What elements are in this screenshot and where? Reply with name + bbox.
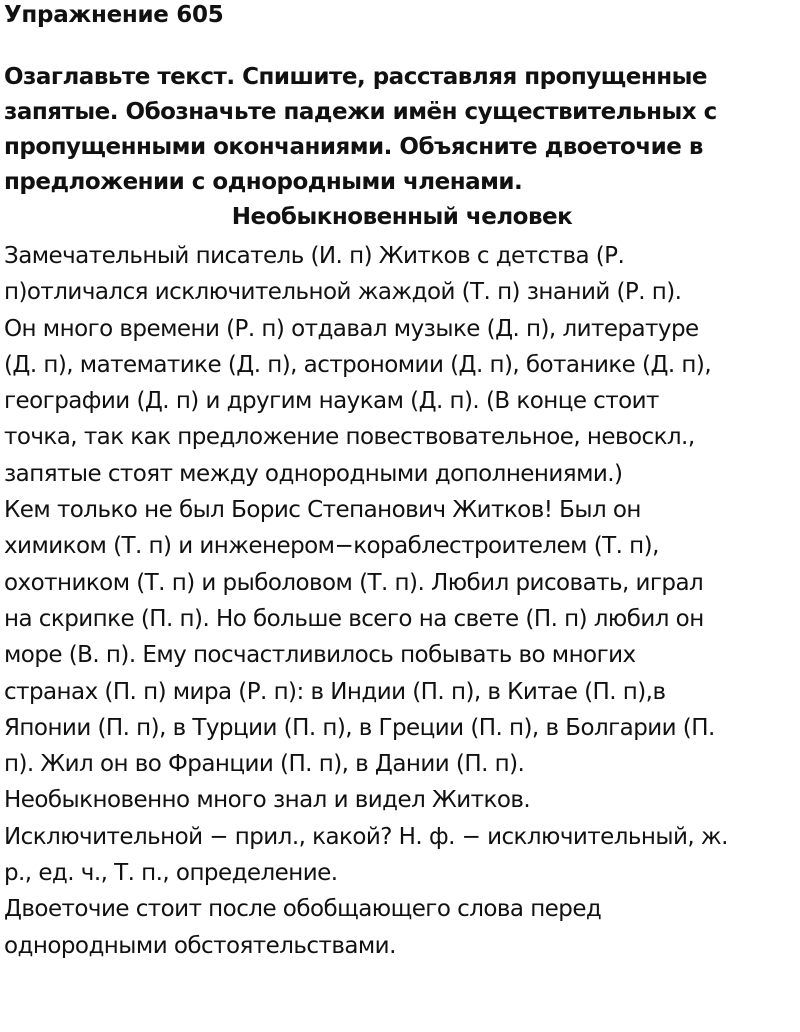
text-line: химиком (Т. п) и инженером−кораблестроителем (Т. п),: [4, 533, 659, 560]
text-line: р., ед. ч., Т. п., определение.: [4, 860, 338, 887]
text-line: однородными обстоятельствами.: [4, 932, 396, 959]
text-line: на скрипке (П. п). Но больше всего на свете (П. п) любил он: [4, 605, 704, 632]
text-line: Японии (П. п), в Турции (П. п), в Греции (П. п), в Болгарии (П.: [4, 714, 715, 741]
task-line: предложении с однородными членами.: [4, 169, 523, 195]
text-line: точка, так как предложение повествовательное, невоскл.,: [4, 424, 695, 451]
text-line: географии (Д. п) и другим наукам (Д. п). (В конце стоит: [4, 388, 659, 415]
text-line: Кем только не был Борис Степанович Житков! Был он: [4, 497, 641, 524]
text-line: п). Жил он во Франции (П. п), в Дании (П. п).: [4, 751, 525, 778]
text-line: Замечательный писатель (И. п) Житков с детства (Р.: [4, 243, 625, 269]
text-line: Он много времени (Р. п) отдавал музыке (Д. п), литературе: [4, 315, 699, 342]
text-title: Необыкновенный человек: [231, 204, 573, 230]
text-line: Необыкновенно много знал и видел Житков.: [4, 787, 531, 814]
answer-text: [4, 238, 800, 964]
task-line: запятые. Обозначьте падежи имён существительных с: [4, 99, 717, 125]
text-line: Двоеточие стоит после обобщающего слова перед: [4, 896, 602, 923]
text-line: море (В. п). Ему посчастливилось побывать во многих: [4, 642, 636, 669]
text-line: странах (П. п) мира (Р. п): в Индии (П. п), в Китае (П. п),в: [4, 678, 666, 705]
task-instructions: [4, 60, 800, 200]
text-line: охотником (Т. п) и рыболовом (Т. п). Любил рисовать, играл: [4, 569, 704, 596]
text-line: (Д. п), математике (Д. п), астрономии (Д. п), ботанике (Д. п),: [4, 351, 712, 378]
exercise-title: Упражнение 605: [4, 2, 224, 28]
task-line: Озаглавьте текст. Спишите, расставляя пропущенные: [4, 64, 707, 90]
text-line: Исключительной − прил., какой? Н. ф. − исключительный, ж.: [4, 823, 728, 850]
text-line: запятые стоят между однородными дополнениями.): [4, 460, 623, 487]
text-line: п)отличался исключительной жаждой (Т. п) знаний (Р. п).: [4, 279, 682, 306]
task-line: пропущенными окончаниями. Объясните двоеточие в: [4, 134, 703, 160]
